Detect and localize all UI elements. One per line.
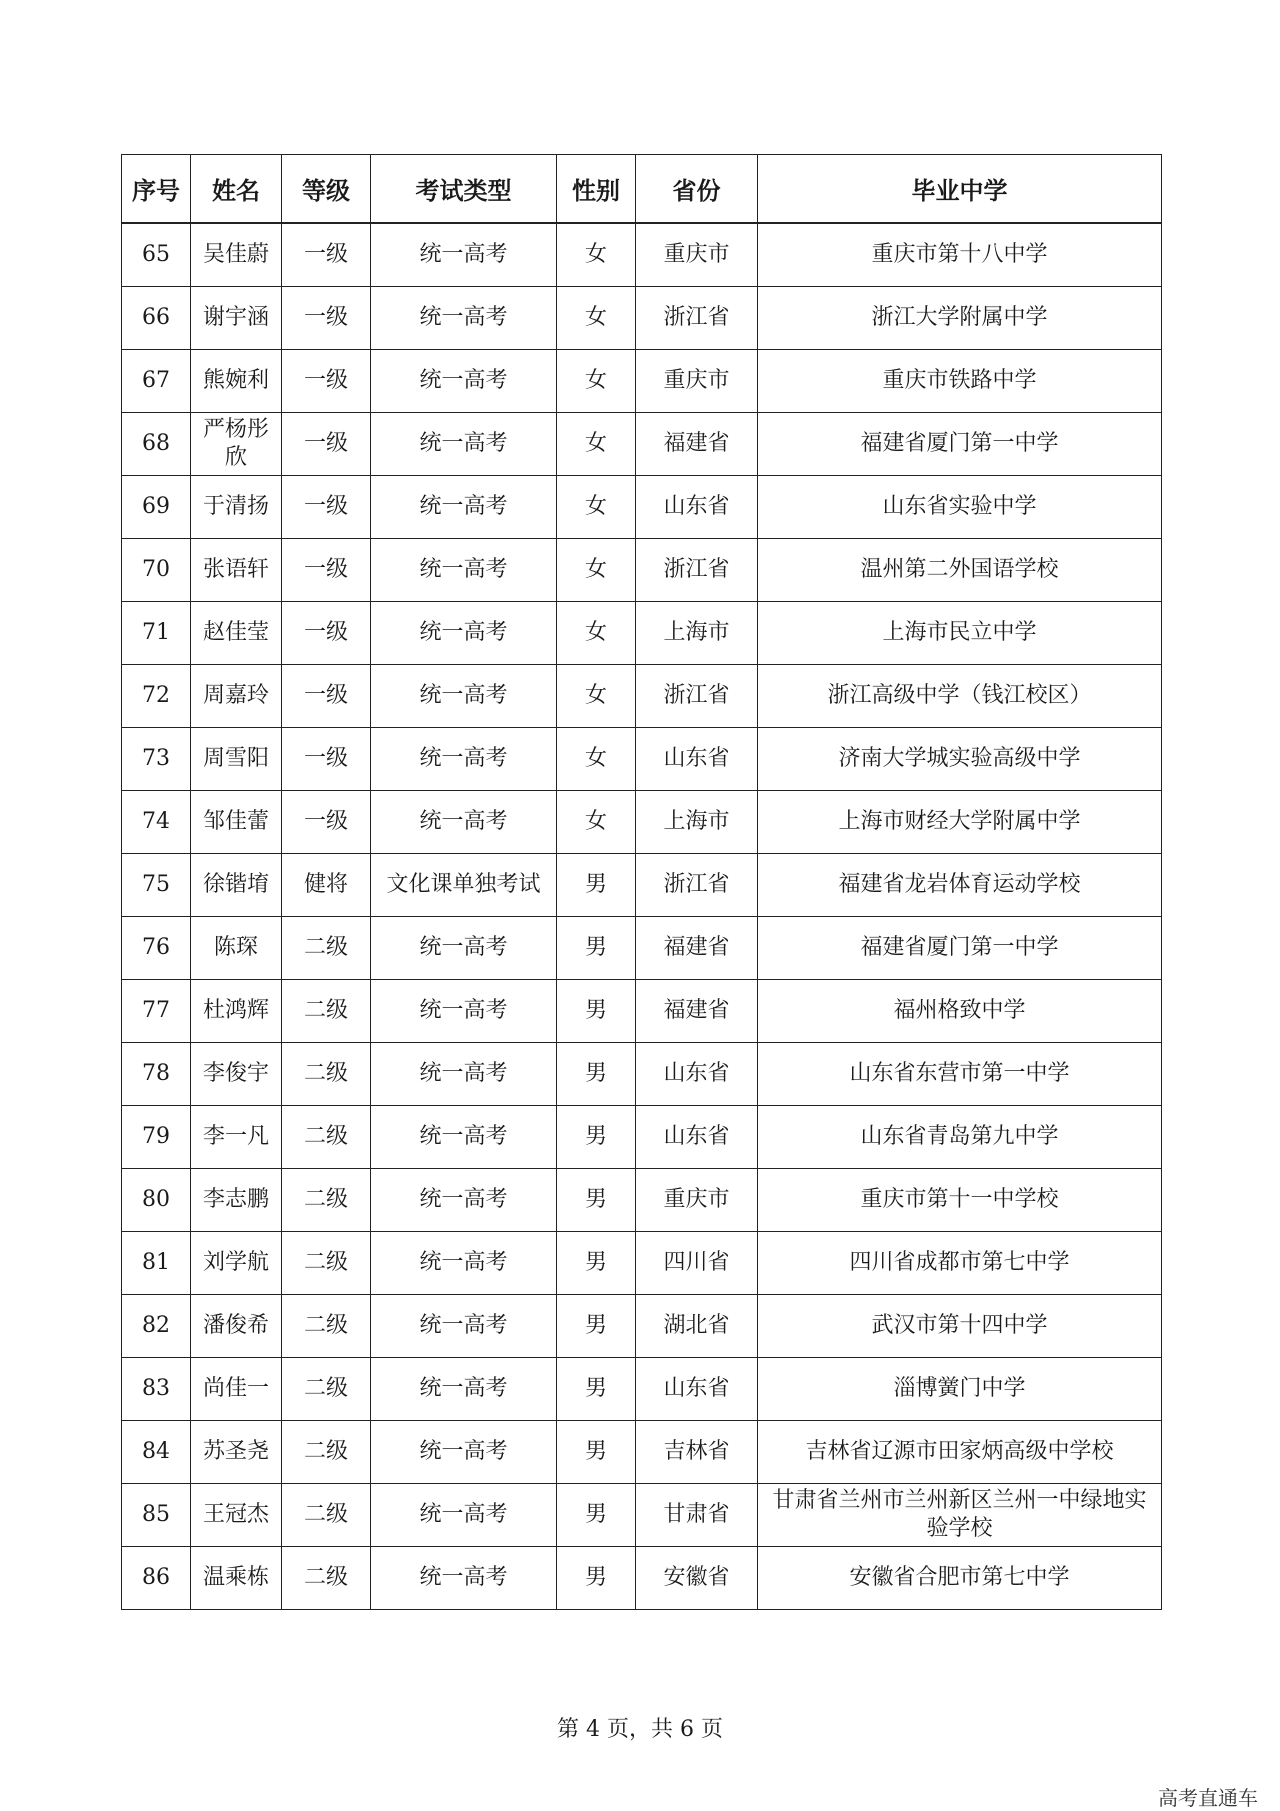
table-cell: 统一高考 <box>371 476 557 539</box>
table-cell: 统一高考 <box>371 980 557 1043</box>
table-cell: 二级 <box>282 1358 371 1421</box>
table-cell: 淄博黉门中学 <box>758 1358 1162 1421</box>
roster-table <box>121 154 1162 1610</box>
table-cell: 统一高考 <box>371 413 557 476</box>
table-cell: 杜鸿辉 <box>191 980 282 1043</box>
table-cell: 统一高考 <box>371 1484 557 1547</box>
table-cell: 65 <box>122 223 191 287</box>
header-cell: 等级 <box>282 155 371 224</box>
table-cell: 熊婉利 <box>191 350 282 413</box>
table-cell: 女 <box>557 728 636 791</box>
table-cell: 女 <box>557 602 636 665</box>
table-row <box>122 854 1162 917</box>
table-cell: 统一高考 <box>371 223 557 287</box>
table-cell: 甘肃省 <box>636 1484 758 1547</box>
table-cell: 上海市 <box>636 602 758 665</box>
table-cell: 湖北省 <box>636 1295 758 1358</box>
table-cell: 男 <box>557 1421 636 1484</box>
table-cell: 福建省厦门第一中学 <box>758 917 1162 980</box>
table-cell: 安徽省 <box>636 1547 758 1610</box>
table-cell: 男 <box>557 917 636 980</box>
table-cell: 浙江省 <box>636 287 758 350</box>
table-row <box>122 917 1162 980</box>
table-cell: 79 <box>122 1106 191 1169</box>
header-cell: 性别 <box>557 155 636 224</box>
table-cell: 山东省青岛第九中学 <box>758 1106 1162 1169</box>
table-cell: 重庆市 <box>636 1169 758 1232</box>
table-row <box>122 287 1162 350</box>
table-row <box>122 1484 1162 1547</box>
table-cell: 女 <box>557 476 636 539</box>
table-cell: 女 <box>557 665 636 728</box>
table-cell: 福建省厦门第一中学 <box>758 413 1162 476</box>
page-number: 第 4 页，共 6 页 <box>557 1717 723 1742</box>
table-cell: 83 <box>122 1358 191 1421</box>
header-cell: 姓名 <box>191 155 282 224</box>
table-cell: 周雪阳 <box>191 728 282 791</box>
table-row <box>122 476 1162 539</box>
table-cell: 健将 <box>282 854 371 917</box>
table-row <box>122 1358 1162 1421</box>
table-cell: 重庆市 <box>636 223 758 287</box>
table-cell: 统一高考 <box>371 1169 557 1232</box>
table-cell: 二级 <box>282 1295 371 1358</box>
table-row <box>122 791 1162 854</box>
table-row <box>122 223 1162 287</box>
table-cell: 86 <box>122 1547 191 1610</box>
table-cell: 统一高考 <box>371 1232 557 1295</box>
table-cell: 重庆市第十一中学校 <box>758 1169 1162 1232</box>
table-cell: 一级 <box>282 223 371 287</box>
watermark: 高考直通车 <box>1158 1786 1258 1810</box>
table-row <box>122 602 1162 665</box>
table-cell: 上海市 <box>636 791 758 854</box>
table-body <box>122 223 1162 1610</box>
table-cell: 重庆市 <box>636 350 758 413</box>
table-cell: 85 <box>122 1484 191 1547</box>
table-cell: 武汉市第十四中学 <box>758 1295 1162 1358</box>
table-row <box>122 1232 1162 1295</box>
table-cell: 王冠杰 <box>191 1484 282 1547</box>
table-cell: 一级 <box>282 476 371 539</box>
table-cell: 徐锴堉 <box>191 854 282 917</box>
table-row <box>122 728 1162 791</box>
table-row <box>122 350 1162 413</box>
table-cell: 女 <box>557 350 636 413</box>
table-cell: 浙江省 <box>636 854 758 917</box>
header-cell: 毕业中学 <box>758 155 1162 224</box>
table-cell: 统一高考 <box>371 1043 557 1106</box>
table-cell: 文化课单独考试 <box>371 854 557 917</box>
table-cell: 山东省 <box>636 476 758 539</box>
table-cell: 一级 <box>282 791 371 854</box>
table-row <box>122 980 1162 1043</box>
table-cell: 统一高考 <box>371 1106 557 1169</box>
table-cell: 70 <box>122 539 191 602</box>
table-row <box>122 1106 1162 1169</box>
table-cell: 李一凡 <box>191 1106 282 1169</box>
table-row <box>122 413 1162 476</box>
table-cell: 女 <box>557 223 636 287</box>
table-cell: 女 <box>557 287 636 350</box>
table-cell: 上海市财经大学附属中学 <box>758 791 1162 854</box>
table-cell: 男 <box>557 1295 636 1358</box>
table-cell: 统一高考 <box>371 728 557 791</box>
table-cell: 66 <box>122 287 191 350</box>
table-row <box>122 1547 1162 1610</box>
table-cell: 76 <box>122 917 191 980</box>
table-cell: 四川省成都市第七中学 <box>758 1232 1162 1295</box>
table-cell: 山东省东营市第一中学 <box>758 1043 1162 1106</box>
table-cell: 山东省 <box>636 1358 758 1421</box>
table-cell: 吉林省辽源市田家炳高级中学校 <box>758 1421 1162 1484</box>
table-cell: 74 <box>122 791 191 854</box>
table-cell: 统一高考 <box>371 917 557 980</box>
table-cell: 赵佳莹 <box>191 602 282 665</box>
table-cell: 统一高考 <box>371 539 557 602</box>
table-cell: 二级 <box>282 980 371 1043</box>
table-row <box>122 1295 1162 1358</box>
table-row <box>122 1169 1162 1232</box>
table-cell: 福建省 <box>636 980 758 1043</box>
table-cell: 73 <box>122 728 191 791</box>
table-cell: 浙江省 <box>636 539 758 602</box>
table-cell: 女 <box>557 413 636 476</box>
table-cell: 山东省 <box>636 728 758 791</box>
table-cell: 77 <box>122 980 191 1043</box>
table-cell: 69 <box>122 476 191 539</box>
table-cell: 福州格致中学 <box>758 980 1162 1043</box>
table-cell: 一级 <box>282 413 371 476</box>
table-cell: 安徽省合肥市第七中学 <box>758 1547 1162 1610</box>
table-cell: 72 <box>122 665 191 728</box>
header-cell: 省份 <box>636 155 758 224</box>
table-cell: 浙江高级中学（钱江校区） <box>758 665 1162 728</box>
table-cell: 82 <box>122 1295 191 1358</box>
table-cell: 二级 <box>282 1547 371 1610</box>
table-cell: 统一高考 <box>371 1547 557 1610</box>
table-cell: 男 <box>557 1169 636 1232</box>
header-cell: 考试类型 <box>371 155 557 224</box>
table-cell: 二级 <box>282 1484 371 1547</box>
table-cell: 四川省 <box>636 1232 758 1295</box>
table-cell: 福建省 <box>636 413 758 476</box>
table-cell: 潘俊希 <box>191 1295 282 1358</box>
table-cell: 于清扬 <box>191 476 282 539</box>
table-cell: 二级 <box>282 1106 371 1169</box>
table-row <box>122 1043 1162 1106</box>
table-cell: 吉林省 <box>636 1421 758 1484</box>
table-cell: 上海市民立中学 <box>758 602 1162 665</box>
table-cell: 71 <box>122 602 191 665</box>
table-cell: 二级 <box>282 1043 371 1106</box>
table-cell: 浙江省 <box>636 665 758 728</box>
table-cell: 周嘉玲 <box>191 665 282 728</box>
table-cell: 一级 <box>282 728 371 791</box>
table-cell: 苏圣尧 <box>191 1421 282 1484</box>
table-row <box>122 665 1162 728</box>
table-cell: 一级 <box>282 539 371 602</box>
table-cell: 重庆市铁路中学 <box>758 350 1162 413</box>
table-cell: 男 <box>557 980 636 1043</box>
table-cell: 严杨彤欣 <box>191 413 282 476</box>
table-cell: 统一高考 <box>371 1358 557 1421</box>
table-cell: 陈琛 <box>191 917 282 980</box>
table-cell: 浙江大学附属中学 <box>758 287 1162 350</box>
table-cell: 福建省 <box>636 917 758 980</box>
table-cell: 女 <box>557 791 636 854</box>
table-cell: 男 <box>557 1232 636 1295</box>
table-cell: 67 <box>122 350 191 413</box>
table-cell: 山东省实验中学 <box>758 476 1162 539</box>
table-cell: 男 <box>557 1043 636 1106</box>
table-cell: 统一高考 <box>371 1421 557 1484</box>
table-cell: 统一高考 <box>371 602 557 665</box>
table-cell: 二级 <box>282 1421 371 1484</box>
table-cell: 二级 <box>282 1232 371 1295</box>
table-cell: 张语轩 <box>191 539 282 602</box>
table-cell: 男 <box>557 1547 636 1610</box>
table-cell: 女 <box>557 539 636 602</box>
table-cell: 80 <box>122 1169 191 1232</box>
header-row <box>122 155 1162 224</box>
table-cell: 福建省龙岩体育运动学校 <box>758 854 1162 917</box>
table-cell: 一级 <box>282 350 371 413</box>
table-cell: 男 <box>557 1358 636 1421</box>
table-cell: 81 <box>122 1232 191 1295</box>
table-cell: 68 <box>122 413 191 476</box>
table-cell: 一级 <box>282 287 371 350</box>
table-cell: 统一高考 <box>371 1295 557 1358</box>
table-cell: 温乘栋 <box>191 1547 282 1610</box>
table-cell: 一级 <box>282 602 371 665</box>
table-cell: 刘学航 <box>191 1232 282 1295</box>
table-cell: 吴佳蔚 <box>191 223 282 287</box>
table-cell: 李志鹏 <box>191 1169 282 1232</box>
header-cell: 序号 <box>122 155 191 224</box>
table-cell: 一级 <box>282 665 371 728</box>
table-cell: 二级 <box>282 1169 371 1232</box>
table-cell: 统一高考 <box>371 791 557 854</box>
table-cell: 山东省 <box>636 1106 758 1169</box>
table-cell: 重庆市第十八中学 <box>758 223 1162 287</box>
table-cell: 84 <box>122 1421 191 1484</box>
table-cell: 温州第二外国语学校 <box>758 539 1162 602</box>
table-cell: 统一高考 <box>371 350 557 413</box>
table-cell: 李俊宇 <box>191 1043 282 1106</box>
table-cell: 统一高考 <box>371 287 557 350</box>
table-row <box>122 539 1162 602</box>
table-cell: 二级 <box>282 917 371 980</box>
table-cell: 甘肃省兰州市兰州新区兰州一中绿地实验学校 <box>758 1484 1162 1547</box>
table-cell: 男 <box>557 1106 636 1169</box>
table-cell: 济南大学城实验高级中学 <box>758 728 1162 791</box>
table-cell: 75 <box>122 854 191 917</box>
table-cell: 78 <box>122 1043 191 1106</box>
table-cell: 山东省 <box>636 1043 758 1106</box>
table-cell: 男 <box>557 854 636 917</box>
table-cell: 尚佳一 <box>191 1358 282 1421</box>
table-row <box>122 1421 1162 1484</box>
table-cell: 邹佳蕾 <box>191 791 282 854</box>
table-cell: 谢宇涵 <box>191 287 282 350</box>
table-cell: 统一高考 <box>371 665 557 728</box>
table-cell: 男 <box>557 1484 636 1547</box>
